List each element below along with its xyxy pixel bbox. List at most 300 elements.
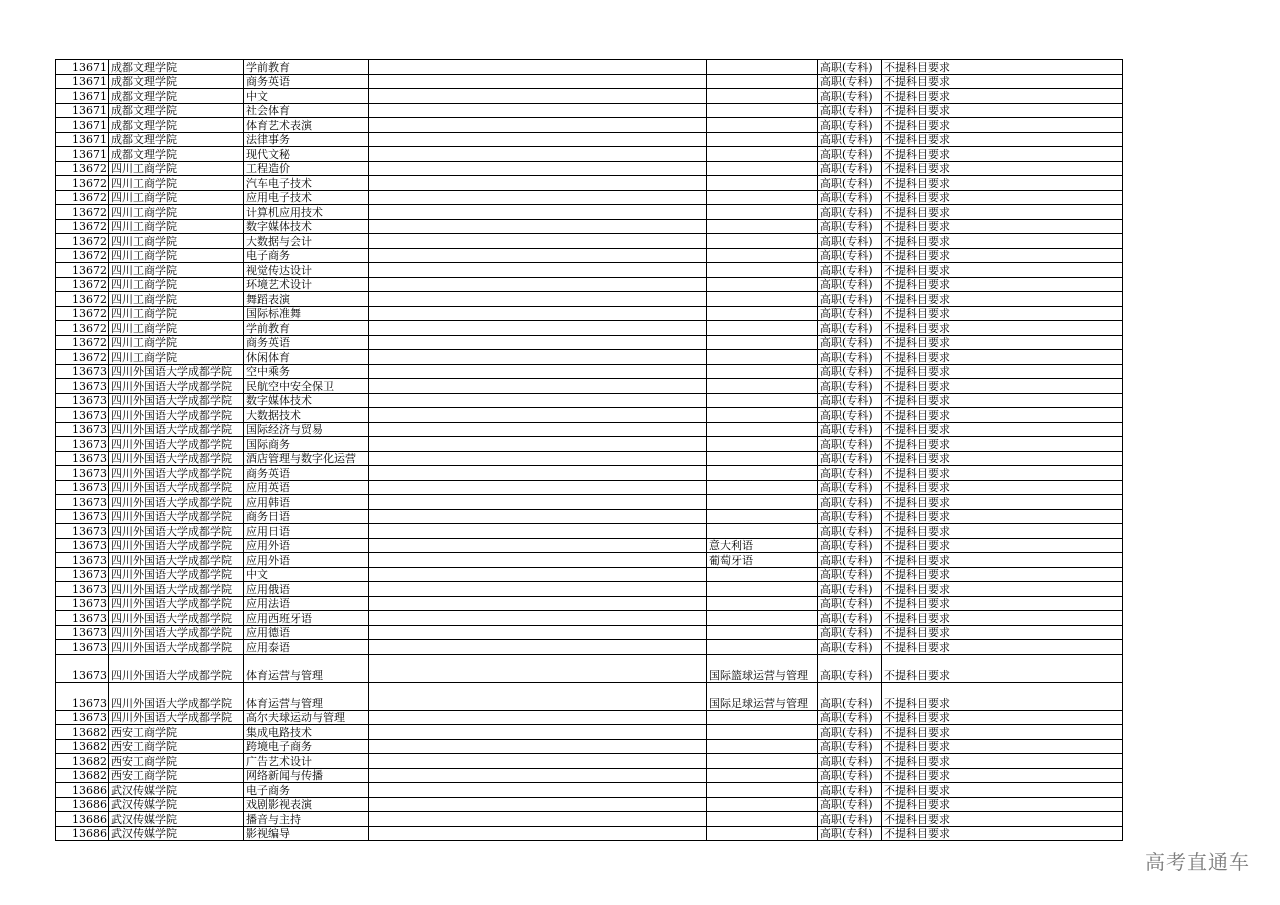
level-cell: 高职(专科)	[818, 451, 882, 466]
note-cell	[369, 797, 707, 812]
major-name-cell: 社会体育	[244, 103, 369, 118]
direction-cell	[707, 466, 818, 481]
subject-requirement-cell: 不提科目要求	[882, 826, 1123, 841]
major-name-cell: 学前教育	[244, 60, 369, 75]
major-name-cell: 大数据与会计	[244, 234, 369, 249]
school-code-cell: 13673	[56, 611, 109, 626]
major-name-cell: 应用英语	[244, 480, 369, 495]
level-cell: 高职(专科)	[818, 768, 882, 783]
school-name-cell: 四川外国语大学成都学院	[109, 509, 244, 524]
school-code-cell: 13673	[56, 364, 109, 379]
major-name-cell: 跨境电子商务	[244, 739, 369, 754]
table-row	[56, 509, 1123, 524]
table-row	[56, 625, 1123, 640]
major-name-cell: 民航空中安全保卫	[244, 379, 369, 394]
school-code-cell: 13673	[56, 437, 109, 452]
school-code-cell: 13672	[56, 321, 109, 336]
table-row	[56, 611, 1123, 626]
level-cell: 高职(专科)	[818, 263, 882, 278]
major-name-cell: 集成电路技术	[244, 725, 369, 740]
subject-requirement-cell: 不提科目要求	[882, 495, 1123, 510]
subject-requirement-cell: 不提科目要求	[882, 248, 1123, 263]
note-cell	[369, 118, 707, 133]
direction-cell	[707, 74, 818, 89]
major-name-cell: 应用电子技术	[244, 190, 369, 205]
table-row	[56, 451, 1123, 466]
direction-cell	[707, 826, 818, 841]
school-code-cell: 13673	[56, 538, 109, 553]
table-row	[56, 567, 1123, 582]
table-row	[56, 524, 1123, 539]
school-code-cell: 13671	[56, 89, 109, 104]
school-code-cell: 13672	[56, 219, 109, 234]
major-name-cell: 网络新闻与传播	[244, 768, 369, 783]
school-name-cell: 四川工商学院	[109, 190, 244, 205]
school-code-cell: 13672	[56, 248, 109, 263]
school-name-cell: 四川外国语大学成都学院	[109, 625, 244, 640]
level-cell: 高职(专科)	[818, 103, 882, 118]
subject-requirement-cell: 不提科目要求	[882, 118, 1123, 133]
direction-cell: 国际足球运营与管理	[707, 682, 818, 710]
note-cell	[369, 812, 707, 827]
major-name-cell: 大数据技术	[244, 408, 369, 423]
subject-requirement-cell: 不提科目要求	[882, 393, 1123, 408]
level-cell: 高职(专科)	[818, 812, 882, 827]
school-code-cell: 13682	[56, 739, 109, 754]
subject-requirement-cell: 不提科目要求	[882, 725, 1123, 740]
subject-requirement-cell: 不提科目要求	[882, 234, 1123, 249]
table-row	[56, 783, 1123, 798]
direction-cell	[707, 132, 818, 147]
level-cell: 高职(专科)	[818, 596, 882, 611]
direction-cell	[707, 710, 818, 725]
major-name-cell: 商务英语	[244, 74, 369, 89]
subject-requirement-cell: 不提科目要求	[882, 682, 1123, 710]
subject-requirement-cell: 不提科目要求	[882, 451, 1123, 466]
note-cell	[369, 596, 707, 611]
school-code-cell: 13673	[56, 682, 109, 710]
table-row	[56, 147, 1123, 162]
school-code-cell: 13673	[56, 408, 109, 423]
note-cell	[369, 60, 707, 75]
school-name-cell: 成都文理学院	[109, 74, 244, 89]
direction-cell	[707, 161, 818, 176]
table-row	[56, 480, 1123, 495]
subject-requirement-cell: 不提科目要求	[882, 176, 1123, 191]
school-name-cell: 四川外国语大学成都学院	[109, 422, 244, 437]
subject-requirement-cell: 不提科目要求	[882, 480, 1123, 495]
note-cell	[369, 364, 707, 379]
direction-cell	[707, 335, 818, 350]
school-code-cell: 13673	[56, 393, 109, 408]
table-row	[56, 161, 1123, 176]
level-cell: 高职(专科)	[818, 161, 882, 176]
school-name-cell: 四川工商学院	[109, 277, 244, 292]
school-code-cell: 13672	[56, 190, 109, 205]
subject-requirement-cell: 不提科目要求	[882, 277, 1123, 292]
school-name-cell: 武汉传媒学院	[109, 797, 244, 812]
table-row	[56, 103, 1123, 118]
school-name-cell: 四川外国语大学成都学院	[109, 393, 244, 408]
major-name-cell: 电子商务	[244, 248, 369, 263]
school-name-cell: 四川外国语大学成都学院	[109, 466, 244, 481]
subject-requirement-cell: 不提科目要求	[882, 335, 1123, 350]
subject-requirement-cell: 不提科目要求	[882, 567, 1123, 582]
level-cell: 高职(专科)	[818, 725, 882, 740]
table-row	[56, 219, 1123, 234]
note-cell	[369, 263, 707, 278]
note-cell	[369, 495, 707, 510]
subject-requirement-cell: 不提科目要求	[882, 783, 1123, 798]
major-name-cell: 应用外语	[244, 553, 369, 568]
level-cell: 高职(专科)	[818, 234, 882, 249]
table-row	[56, 582, 1123, 597]
note-cell	[369, 89, 707, 104]
table-row	[56, 118, 1123, 133]
table-row	[56, 89, 1123, 104]
table-row	[56, 654, 1123, 682]
note-cell	[369, 640, 707, 655]
direction-cell	[707, 393, 818, 408]
school-code-cell: 13673	[56, 654, 109, 682]
major-name-cell: 现代文秘	[244, 147, 369, 162]
subject-requirement-cell: 不提科目要求	[882, 654, 1123, 682]
direction-cell	[707, 567, 818, 582]
major-name-cell: 应用法语	[244, 596, 369, 611]
table-row	[56, 826, 1123, 841]
school-name-cell: 四川工商学院	[109, 321, 244, 336]
school-name-cell: 四川外国语大学成都学院	[109, 654, 244, 682]
direction-cell	[707, 739, 818, 754]
direction-cell	[707, 640, 818, 655]
level-cell: 高职(专科)	[818, 682, 882, 710]
school-code-cell: 13673	[56, 640, 109, 655]
school-name-cell: 四川外国语大学成都学院	[109, 553, 244, 568]
major-name-cell: 国际经济与贸易	[244, 422, 369, 437]
level-cell: 高职(专科)	[818, 132, 882, 147]
subject-requirement-cell: 不提科目要求	[882, 147, 1123, 162]
subject-requirement-cell: 不提科目要求	[882, 538, 1123, 553]
level-cell: 高职(专科)	[818, 480, 882, 495]
note-cell	[369, 321, 707, 336]
school-name-cell: 四川外国语大学成都学院	[109, 567, 244, 582]
table-row	[56, 364, 1123, 379]
school-name-cell: 四川工商学院	[109, 161, 244, 176]
school-code-cell: 13673	[56, 710, 109, 725]
school-code-cell: 13672	[56, 176, 109, 191]
subject-requirement-cell: 不提科目要求	[882, 89, 1123, 104]
direction-cell	[707, 582, 818, 597]
note-cell	[369, 335, 707, 350]
subject-requirement-cell: 不提科目要求	[882, 640, 1123, 655]
level-cell: 高职(专科)	[818, 422, 882, 437]
level-cell: 高职(专科)	[818, 393, 882, 408]
table-row	[56, 263, 1123, 278]
table-row	[56, 292, 1123, 307]
subject-requirement-cell: 不提科目要求	[882, 422, 1123, 437]
school-code-cell: 13673	[56, 524, 109, 539]
direction-cell	[707, 176, 818, 191]
direction-cell	[707, 364, 818, 379]
school-code-cell: 13671	[56, 147, 109, 162]
major-name-cell: 数字媒体技术	[244, 393, 369, 408]
watermark-text: 高考直通车	[1145, 850, 1250, 874]
level-cell: 高职(专科)	[818, 74, 882, 89]
level-cell: 高职(专科)	[818, 60, 882, 75]
subject-requirement-cell: 不提科目要求	[882, 553, 1123, 568]
major-name-cell: 商务日语	[244, 509, 369, 524]
school-name-cell: 西安工商学院	[109, 754, 244, 769]
note-cell	[369, 582, 707, 597]
table-row	[56, 768, 1123, 783]
major-name-cell: 影视编导	[244, 826, 369, 841]
major-name-cell: 电子商务	[244, 783, 369, 798]
school-name-cell: 四川外国语大学成都学院	[109, 408, 244, 423]
major-name-cell: 应用西班牙语	[244, 611, 369, 626]
direction-cell	[707, 451, 818, 466]
school-code-cell: 13686	[56, 783, 109, 798]
table-row	[56, 754, 1123, 769]
school-name-cell: 西安工商学院	[109, 768, 244, 783]
table-row	[56, 596, 1123, 611]
major-name-cell: 视觉传达设计	[244, 263, 369, 278]
note-cell	[369, 74, 707, 89]
note-cell	[369, 306, 707, 321]
note-cell	[369, 190, 707, 205]
direction-cell	[707, 437, 818, 452]
subject-requirement-cell: 不提科目要求	[882, 797, 1123, 812]
major-name-cell: 体育运营与管理	[244, 654, 369, 682]
subject-requirement-cell: 不提科目要求	[882, 524, 1123, 539]
direction-cell	[707, 495, 818, 510]
direction-cell	[707, 812, 818, 827]
subject-requirement-cell: 不提科目要求	[882, 509, 1123, 524]
level-cell: 高职(专科)	[818, 321, 882, 336]
major-name-cell: 国际标准舞	[244, 306, 369, 321]
table-row	[56, 234, 1123, 249]
note-cell	[369, 783, 707, 798]
school-name-cell: 四川外国语大学成都学院	[109, 437, 244, 452]
subject-requirement-cell: 不提科目要求	[882, 205, 1123, 220]
major-name-cell: 汽车电子技术	[244, 176, 369, 191]
direction-cell	[707, 350, 818, 365]
subject-requirement-cell: 不提科目要求	[882, 74, 1123, 89]
level-cell: 高职(专科)	[818, 466, 882, 481]
school-name-cell: 四川工商学院	[109, 234, 244, 249]
table-row	[56, 640, 1123, 655]
direction-cell	[707, 190, 818, 205]
school-name-cell: 四川工商学院	[109, 335, 244, 350]
note-cell	[369, 161, 707, 176]
subject-requirement-cell: 不提科目要求	[882, 350, 1123, 365]
direction-cell	[707, 248, 818, 263]
major-name-cell: 舞蹈表演	[244, 292, 369, 307]
table-row	[56, 74, 1123, 89]
subject-requirement-cell: 不提科目要求	[882, 596, 1123, 611]
major-name-cell: 学前教育	[244, 321, 369, 336]
level-cell: 高职(专科)	[818, 89, 882, 104]
level-cell: 高职(专科)	[818, 408, 882, 423]
direction-cell	[707, 277, 818, 292]
table-row	[56, 725, 1123, 740]
direction-cell	[707, 118, 818, 133]
direction-cell: 意大利语	[707, 538, 818, 553]
table-row	[56, 60, 1123, 75]
major-name-cell: 应用日语	[244, 524, 369, 539]
note-cell	[369, 466, 707, 481]
direction-cell	[707, 422, 818, 437]
note-cell	[369, 451, 707, 466]
note-cell	[369, 754, 707, 769]
major-name-cell: 中文	[244, 89, 369, 104]
level-cell: 高职(专科)	[818, 611, 882, 626]
table-row	[56, 321, 1123, 336]
table-row	[56, 350, 1123, 365]
level-cell: 高职(专科)	[818, 306, 882, 321]
note-cell	[369, 132, 707, 147]
school-name-cell: 四川外国语大学成都学院	[109, 364, 244, 379]
subject-requirement-cell: 不提科目要求	[882, 739, 1123, 754]
school-name-cell: 四川外国语大学成都学院	[109, 451, 244, 466]
direction-cell	[707, 234, 818, 249]
level-cell: 高职(专科)	[818, 205, 882, 220]
subject-requirement-cell: 不提科目要求	[882, 219, 1123, 234]
note-cell	[369, 654, 707, 682]
major-name-cell: 应用韩语	[244, 495, 369, 510]
major-name-cell: 国际商务	[244, 437, 369, 452]
subject-requirement-cell: 不提科目要求	[882, 710, 1123, 725]
subject-requirement-cell: 不提科目要求	[882, 132, 1123, 147]
school-code-cell: 13673	[56, 567, 109, 582]
direction-cell	[707, 103, 818, 118]
table-row	[56, 176, 1123, 191]
school-name-cell: 四川外国语大学成都学院	[109, 611, 244, 626]
level-cell: 高职(专科)	[818, 524, 882, 539]
school-name-cell: 四川工商学院	[109, 292, 244, 307]
level-cell: 高职(专科)	[818, 826, 882, 841]
school-name-cell: 四川外国语大学成都学院	[109, 596, 244, 611]
table-row	[56, 248, 1123, 263]
subject-requirement-cell: 不提科目要求	[882, 103, 1123, 118]
subject-requirement-cell: 不提科目要求	[882, 161, 1123, 176]
direction-cell	[707, 768, 818, 783]
school-name-cell: 四川工商学院	[109, 219, 244, 234]
level-cell: 高职(专科)	[818, 783, 882, 798]
school-name-cell: 四川外国语大学成都学院	[109, 379, 244, 394]
note-cell	[369, 682, 707, 710]
school-name-cell: 四川外国语大学成都学院	[109, 495, 244, 510]
major-name-cell: 休闲体育	[244, 350, 369, 365]
note-cell	[369, 625, 707, 640]
direction-cell	[707, 797, 818, 812]
table-row	[56, 335, 1123, 350]
direction-cell	[707, 205, 818, 220]
note-cell	[369, 768, 707, 783]
subject-requirement-cell: 不提科目要求	[882, 263, 1123, 278]
note-cell	[369, 826, 707, 841]
level-cell: 高职(专科)	[818, 379, 882, 394]
subject-requirement-cell: 不提科目要求	[882, 190, 1123, 205]
direction-cell	[707, 596, 818, 611]
school-code-cell: 13682	[56, 754, 109, 769]
major-name-cell: 应用俄语	[244, 582, 369, 597]
table-row	[56, 205, 1123, 220]
major-name-cell: 法律事务	[244, 132, 369, 147]
school-name-cell: 四川工商学院	[109, 205, 244, 220]
note-cell	[369, 379, 707, 394]
school-code-cell: 13673	[56, 509, 109, 524]
level-cell: 高职(专科)	[818, 364, 882, 379]
table-row	[56, 466, 1123, 481]
table-row	[56, 190, 1123, 205]
level-cell: 高职(专科)	[818, 248, 882, 263]
note-cell	[369, 480, 707, 495]
subject-requirement-cell: 不提科目要求	[882, 754, 1123, 769]
school-code-cell: 13686	[56, 826, 109, 841]
table-row	[56, 437, 1123, 452]
note-cell	[369, 234, 707, 249]
school-name-cell: 武汉传媒学院	[109, 812, 244, 827]
school-name-cell: 四川工商学院	[109, 176, 244, 191]
note-cell	[369, 538, 707, 553]
school-name-cell: 四川外国语大学成都学院	[109, 480, 244, 495]
level-cell: 高职(专科)	[818, 277, 882, 292]
school-code-cell: 13671	[56, 74, 109, 89]
note-cell	[369, 248, 707, 263]
level-cell: 高职(专科)	[818, 437, 882, 452]
major-name-cell: 计算机应用技术	[244, 205, 369, 220]
note-cell	[369, 393, 707, 408]
school-name-cell: 四川外国语大学成都学院	[109, 582, 244, 597]
level-cell: 高职(专科)	[818, 567, 882, 582]
subject-requirement-cell: 不提科目要求	[882, 364, 1123, 379]
note-cell	[369, 725, 707, 740]
subject-requirement-cell: 不提科目要求	[882, 408, 1123, 423]
direction-cell	[707, 509, 818, 524]
direction-cell	[707, 783, 818, 798]
school-code-cell: 13673	[56, 495, 109, 510]
direction-cell	[707, 524, 818, 539]
table-row	[56, 538, 1123, 553]
note-cell	[369, 567, 707, 582]
major-name-cell: 应用外语	[244, 538, 369, 553]
level-cell: 高职(专科)	[818, 739, 882, 754]
direction-cell	[707, 292, 818, 307]
school-code-cell: 13682	[56, 768, 109, 783]
major-name-cell: 环境艺术设计	[244, 277, 369, 292]
school-code-cell: 13686	[56, 797, 109, 812]
note-cell	[369, 437, 707, 452]
note-cell	[369, 103, 707, 118]
note-cell	[369, 739, 707, 754]
level-cell: 高职(专科)	[818, 640, 882, 655]
direction-cell	[707, 625, 818, 640]
level-cell: 高职(专科)	[818, 582, 882, 597]
major-name-cell: 应用德语	[244, 625, 369, 640]
school-name-cell: 武汉传媒学院	[109, 826, 244, 841]
note-cell	[369, 176, 707, 191]
level-cell: 高职(专科)	[818, 553, 882, 568]
note-cell	[369, 553, 707, 568]
school-name-cell: 成都文理学院	[109, 118, 244, 133]
school-code-cell: 13672	[56, 277, 109, 292]
table-row	[56, 393, 1123, 408]
direction-cell: 葡萄牙语	[707, 553, 818, 568]
subject-requirement-cell: 不提科目要求	[882, 292, 1123, 307]
subject-requirement-cell: 不提科目要求	[882, 321, 1123, 336]
note-cell	[369, 710, 707, 725]
major-name-cell: 体育艺术表演	[244, 118, 369, 133]
